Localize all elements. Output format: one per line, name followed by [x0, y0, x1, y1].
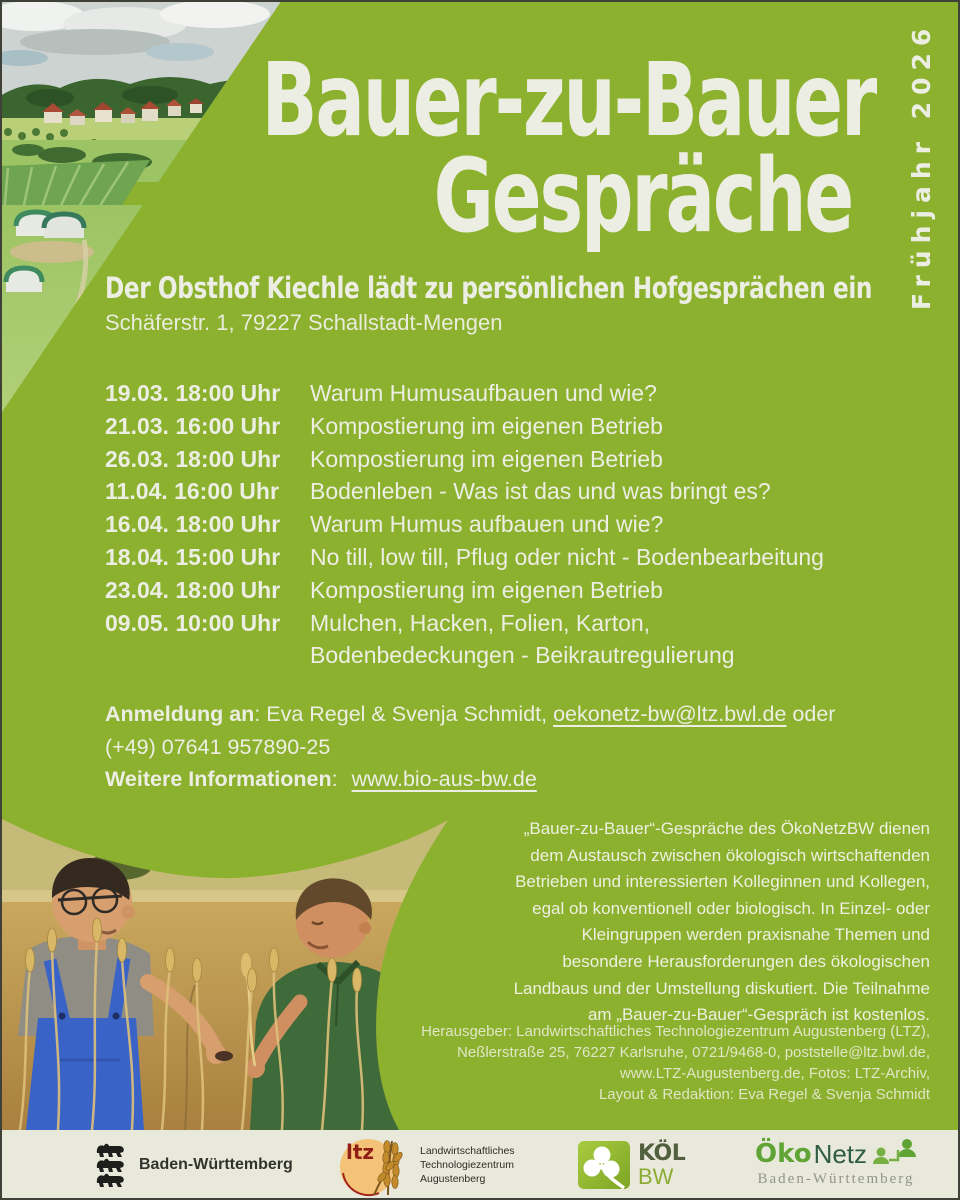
website-link[interactable]: www.bio-aus-bw.de [351, 767, 537, 791]
ltz-logo-label: Landwirtschaftliches Technologiezentrum Augustenberg [420, 1145, 515, 1185]
page-title-line2: Gespräche [433, 137, 852, 256]
event-schedule [105, 377, 824, 672]
event-time: 18:00 Uhr [175, 445, 281, 472]
event-topic: No till, low till, Pflug oder nicht - Bodenbearbeitung [310, 543, 824, 570]
phone-number: (+49) 07641 957890-25 [105, 734, 331, 759]
event-date: 18.04. [105, 543, 169, 570]
info-label: Weitere Informationen [105, 767, 332, 791]
event-time: 18:00 Uhr [175, 576, 281, 603]
schedule-row [105, 377, 824, 410]
event-topic: Warum Humusaufbauen und wie? [310, 380, 657, 406]
logo-baden-wuerttemberg [95, 1142, 293, 1188]
event-topic: Mulchen, Hacken, Folien, Karton, [310, 609, 651, 636]
registration-label: Anmeldung an [105, 702, 255, 726]
koel-logo-label: KÖL BW [638, 1141, 686, 1189]
event-topic: Kompostierung im eigenen Betrieb [310, 412, 663, 439]
bw-logo-label: Baden-Württemberg [139, 1156, 293, 1173]
event-topic: Kompostierung im eigenen Betrieb [310, 445, 663, 472]
event-time: 15:00 Uhr [175, 543, 281, 570]
registration-line: Anmeldung an: Eva Regel & Svenja Schmidt, oekonetz-bw@ltz.bwl.de oder [105, 702, 836, 726]
schedule-row [105, 541, 824, 574]
event-topic: Bodenleben - Was ist das und was bringt es? [310, 478, 771, 505]
oekonetz-label-part1: Öko [755, 1139, 812, 1169]
schedule-row [105, 410, 824, 443]
logo-ltz [330, 1133, 515, 1197]
ltz-wheat-icon [330, 1133, 410, 1197]
schedule-row [105, 508, 824, 541]
event-date: 26.03. [105, 445, 169, 472]
edition-vertical-label: Frühjahr 2026 [907, 21, 936, 310]
event-date: 11.04. [105, 478, 168, 505]
contact-block [105, 698, 835, 796]
event-date: 19.03. [105, 380, 169, 406]
email-link[interactable]: oekonetz-bw@ltz.bwl.de [553, 702, 787, 726]
ltz-abbr-text: ltz [346, 1140, 375, 1164]
logo-oekonetz [755, 1138, 917, 1188]
event-topic: Kompostierung im eigenen Betrieb [310, 576, 663, 603]
subtitle: Der Obsthof Kiechle lädt zu persönlichen Hofgesprächen ein [105, 271, 872, 305]
venue-address: Schäferstr. 1, 79227 Schallstadt-Mengen [105, 310, 503, 335]
event-topic-continued: Bodenbedeckungen - Beikrautregulierung [310, 642, 735, 669]
oekonetz-sub-label: Baden-Württemberg [757, 1171, 915, 1187]
network-people-icon [869, 1138, 917, 1170]
schedule-row [105, 607, 824, 673]
landscape-photo [0, 0, 290, 420]
farmers-photo [0, 810, 450, 1130]
info-line: Weitere Informationen: www.bio-aus-bw.de [105, 767, 537, 791]
oekonetz-label-part2: Netz [813, 1138, 868, 1169]
about-paragraph: „Bauer-zu-Bauer“-Gespräche des ÖkoNetzBW dienen dem Austausch zwischen ökologisch wirtschaftenden Betrieben und interessierten Kolleginnen und Kollegen, egal ob konventionell oder biologisch. In Einzel- oder Kleingruppen werden praxisnahe Themen und besondere Herausforderungen des ökologischen Landbaus und der Umstellung diskutiert. Die Teilnahme am „Bauer-zu-Bauer“-Gespräch ist kostenlos. [513, 819, 930, 1025]
footer-logo-bar [0, 1130, 960, 1200]
schedule-row [105, 443, 824, 476]
logo-koel-bw [578, 1141, 685, 1189]
event-topic: Warum Humus aufbauen und wie? [310, 511, 664, 538]
imprint-block: Herausgeber: Landwirtschaftliches Technologiezentrum Augustenberg (LTZ), Neßlerstraße 25, 76227 Karlsruhe, 0721/9468-0, poststelle@ltz.bwl.de, www.LTZ-Augustenberg.de, Fotos: LTZ-Archiv, Layout & Redaktion: Eva Regel & Svenja Schmidt [421, 1023, 930, 1103]
event-date: 21.03. [105, 412, 169, 439]
schedule-row [105, 475, 824, 508]
event-time: 16:00 Uhr [175, 412, 281, 439]
event-time: 16:00 Uhr [174, 478, 279, 505]
event-time: 18:00 Uhr [175, 511, 281, 538]
bw-lions-icon [95, 1142, 129, 1188]
event-time: 18:00 Uhr [175, 380, 281, 406]
page-title-line1: Bauer-zu-Bauer [261, 41, 875, 160]
event-time: 10:00 Uhr [175, 609, 281, 636]
event-date: 16.04. [105, 511, 169, 538]
event-date: 09.05. [105, 609, 169, 636]
event-date: 23.04. [105, 576, 169, 603]
schedule-row [105, 574, 824, 607]
koel-clover-icon [578, 1141, 630, 1189]
